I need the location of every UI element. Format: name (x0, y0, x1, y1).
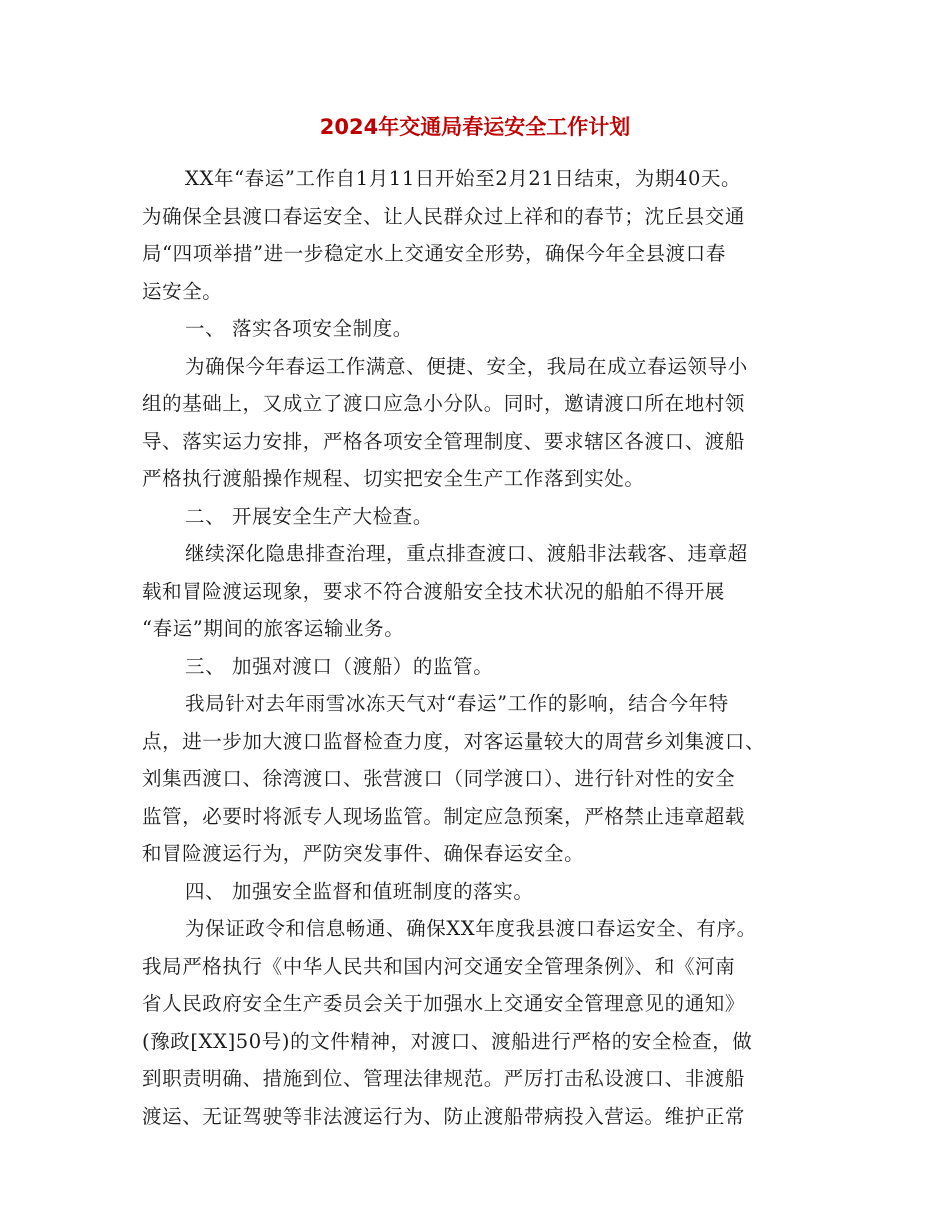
text-line: 点，进一步加大渡口监督检查力度，对客运量较大的周营乡刘集渡口、 (142, 729, 766, 753)
text-line: 二、 开展安全生产大检查。 (185, 504, 433, 528)
text-line: 继续深化隐患排查治理，重点排查渡口、渡船非法载客、违章超 (185, 542, 748, 565)
text-line: 监管，必要时将派专人现场监管。制定应急预案，严格禁止违章超载 (142, 804, 746, 828)
text-line: 载和冒险渡运现象，要求不符合渡船安全技术状况的船舶不得开展 (142, 579, 725, 603)
document-body (142, 160, 822, 1135)
text-line: 运安全。 (142, 279, 223, 303)
text-line: 和冒险渡运行为，严防突发事件、确保春运安全。 (142, 842, 585, 865)
text-line: 为确保全县渡口春运安全、让人民群众过上祥和的春节；沈丘县交通 (142, 204, 746, 228)
text-line: 我局针对去年雨雪冰冻天气对“春运”工作的影响，结合今年特 (185, 692, 729, 715)
text-line: 到职责明确、措施到位、管理法律规范。严厉打击私设渡口、非渡船 (142, 1067, 746, 1090)
text-line: 为确保今年春运工作满意、便捷、安全，我局在成立春运领导小 (185, 354, 748, 378)
text-line: 四、 加强安全监督和值班制度的落实。 (185, 879, 534, 903)
text-line: 省人民政府安全生产委员会关于加强水上交通安全管理意见的通知》 (142, 992, 746, 1015)
text-line: 为保证政令和信息畅通、确保XX年度我县渡口春运安全、有序。 (185, 917, 757, 940)
text-line: 局“四项举措”进一步稳定水上交通安全形势，确保今年全县渡口春 (142, 242, 726, 265)
text-line: XX年“春运”工作自1月11日开始至2月21日结束，为期40天。 (185, 167, 742, 190)
text-line: (豫政[XX]50号)的文件精神，对渡口、渡船进行严格的安全检查，做 (142, 1029, 753, 1053)
text-line: 一、 落实各项安全制度。 (185, 317, 413, 340)
text-line: 三、 加强对渡口（渡船）的监管。 (185, 654, 494, 678)
text-line: “春运”期间的旅客运输业务。 (142, 617, 405, 640)
text-line: 刘集西渡口、徐湾渡口、张营渡口（同学渡口）、进行针对性的安全 (142, 767, 736, 790)
text-line: 严格执行渡船操作规程、切实把安全生产工作落到实处。 (142, 467, 645, 490)
text-line: 我局严格执行《中华人民共和国内河交通安全管理条例》、和《河南 (142, 954, 736, 978)
text-line: 导、落实运力安排，严格各项安全管理制度、要求辖区各渡口、渡船 (142, 429, 746, 453)
document-title: 2024年交通局春运安全工作计划 (319, 115, 631, 139)
text-line: 组的基础上，又成立了渡口应急小分队。同时，邀请渡口所在地村领 (142, 392, 746, 415)
text-line: 渡运、无证驾驶等非法渡运行为、防止渡船带病投入营运。维护正常 (142, 1104, 746, 1128)
